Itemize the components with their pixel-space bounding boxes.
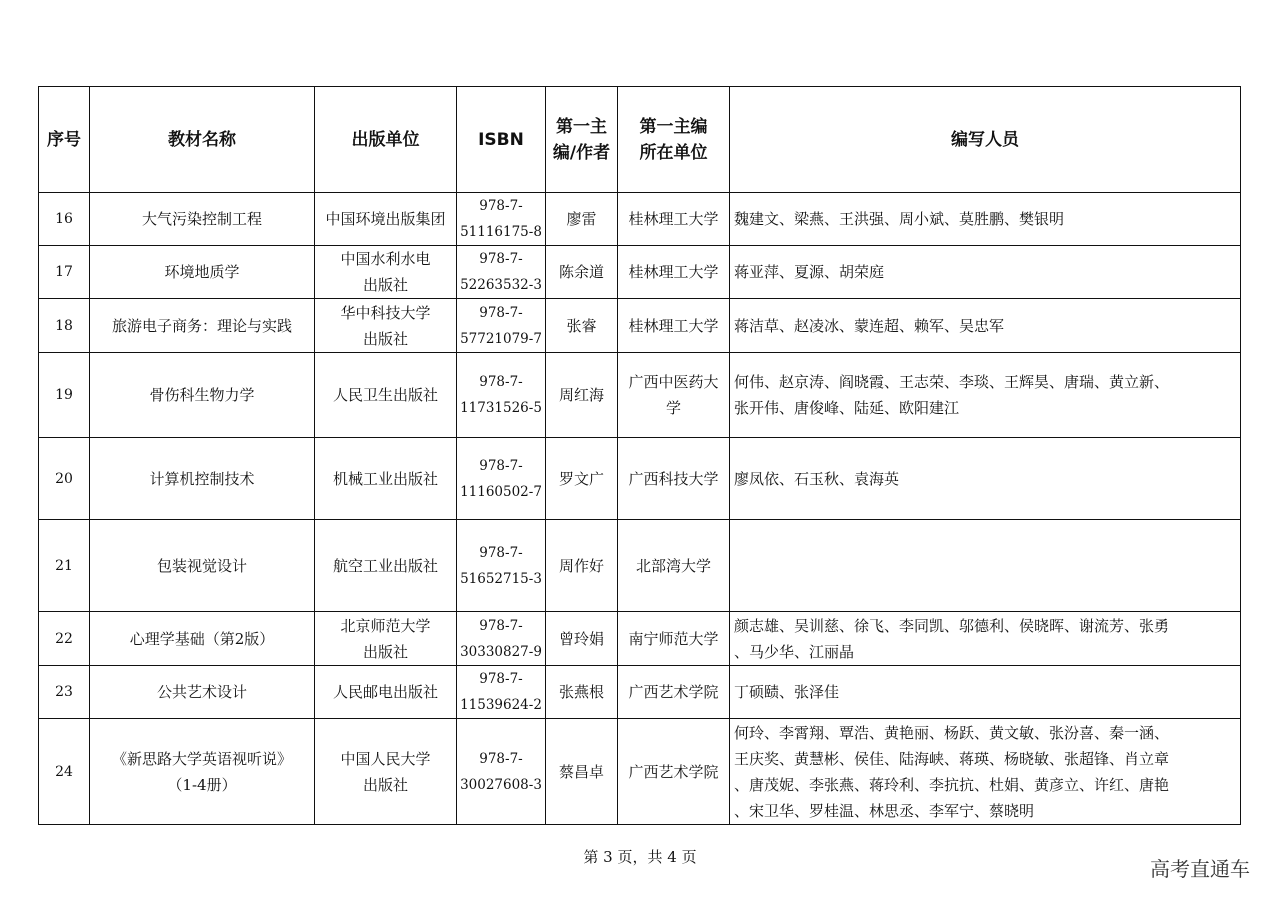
cell-publisher: [315, 719, 457, 825]
cell-authors: [730, 246, 1241, 299]
cell-publisher: [315, 612, 457, 666]
cell-authors: [730, 520, 1241, 612]
cell-unit: [618, 666, 730, 719]
cell-title-line: 大气污染控制工程: [141, 210, 262, 228]
cell-seq: 18: [39, 299, 90, 353]
cell-unit-line: 南宁师范大学: [628, 629, 719, 648]
table-row: [39, 353, 1241, 438]
cell-isbn-line: 978-7-: [479, 750, 523, 767]
cell-isbn-line: 52263532-3: [460, 277, 542, 293]
cell-authors: [730, 299, 1241, 353]
cell-title-line: 心理学基础（第2版）: [129, 629, 275, 648]
cell-isbn: [457, 666, 546, 719]
cell-publisher: [315, 520, 457, 612]
cell-isbn: [457, 612, 546, 666]
cell-publisher: [315, 666, 457, 719]
cell-title: [90, 299, 315, 353]
cell-editor: 张睿: [546, 299, 618, 353]
cell-publisher: [315, 246, 457, 299]
header-unit-line: 第一主编: [639, 116, 708, 137]
cell-authors-line: 蒋洁草、赵凌冰、蒙连超、赖军、吴忠军: [734, 316, 1005, 335]
cell-isbn: [457, 438, 546, 520]
cell-isbn: [457, 246, 546, 299]
cell-publisher-line: 出版社: [362, 276, 408, 294]
table-row: [39, 612, 1241, 666]
cell-isbn: [457, 520, 546, 612]
cell-title: [90, 193, 315, 246]
cell-publisher-line: 中国水利水电: [340, 250, 431, 268]
watermark: 高考直通车: [1150, 857, 1250, 881]
cell-publisher-line: 中国人民大学: [340, 749, 431, 768]
cell-isbn-line: 11160502-7: [460, 483, 542, 500]
cell-isbn-line: 978-7-: [479, 251, 523, 267]
cell-title: [90, 612, 315, 666]
cell-publisher: [315, 299, 457, 353]
cell-editor: 罗文广: [546, 438, 618, 520]
cell-authors-line: 王庆奖、黄慧彬、侯佳、陆海峡、蒋瑛、杨晓敏、张超锋、肖立章: [734, 749, 1170, 768]
cell-publisher-line: 出版社: [362, 775, 408, 794]
header-editor-line: 第一主: [556, 116, 607, 137]
header-isbn: ISBN: [457, 87, 546, 193]
cell-seq: 19: [39, 353, 90, 438]
cell-seq: 21: [39, 520, 90, 612]
cell-isbn-line: 57721079-7: [460, 330, 542, 347]
cell-authors: [730, 193, 1241, 246]
textbook-table: [38, 86, 1241, 825]
cell-isbn-line: 978-7-: [479, 671, 523, 687]
cell-publisher-line: 出版社: [362, 642, 408, 661]
cell-unit-line: 广西艺术学院: [628, 683, 719, 701]
cell-seq: 22: [39, 612, 90, 666]
cell-seq: 16: [39, 193, 90, 246]
cell-publisher-line: 人民邮电出版社: [332, 683, 438, 701]
cell-title: [90, 719, 315, 825]
header-publisher: 出版单位: [315, 87, 457, 193]
cell-title-line: 骨伤科生物力学: [149, 386, 255, 404]
cell-authors-line: 、马少华、江丽晶: [734, 642, 855, 661]
cell-isbn: [457, 193, 546, 246]
cell-authors: [730, 719, 1241, 825]
cell-unit-line: 广西艺术学院: [628, 762, 719, 781]
header-row: [39, 87, 1241, 193]
header-seq: 序号: [39, 87, 90, 193]
cell-authors: [730, 666, 1241, 719]
cell-publisher: [315, 438, 457, 520]
cell-title-line: 包装视觉设计: [156, 556, 247, 575]
cell-seq: 24: [39, 719, 90, 825]
cell-authors: [730, 353, 1241, 438]
cell-unit: [618, 299, 730, 353]
cell-isbn: [457, 719, 546, 825]
cell-authors-line: 丁硕赜、张泽佳: [734, 683, 840, 701]
cell-publisher: [315, 353, 457, 438]
table-row: [39, 299, 1241, 353]
cell-seq: 20: [39, 438, 90, 520]
cell-authors: [730, 438, 1241, 520]
cell-isbn-line: 978-7-: [479, 617, 523, 634]
cell-authors-line: 蒋亚萍、夏源、胡荣庭: [734, 263, 885, 281]
cell-authors-line: 何玲、李霄翔、覃浩、黄艳丽、杨跃、黄文敏、张汾喜、秦一涵、: [734, 723, 1170, 742]
cell-editor: 张燕根: [546, 666, 618, 719]
header-authors: 编写人员: [730, 87, 1241, 193]
cell-authors-line: 廖凤依、石玉秋、袁海英: [734, 469, 900, 488]
cell-publisher-line: 北京师范大学: [340, 616, 431, 635]
cell-isbn-line: 978-7-: [479, 457, 523, 474]
cell-authors-line: 魏建文、梁燕、王洪强、周小斌、莫胜鹏、樊银明: [734, 210, 1065, 228]
cell-isbn: [457, 299, 546, 353]
cell-authors-line: 何伟、赵京涛、阎晓霞、王志荣、李琰、王辉昊、唐瑞、黄立新、: [734, 373, 1170, 391]
cell-isbn-line: 978-7-: [479, 544, 523, 561]
cell-title-line: 《新思路大学英语视听说》: [111, 749, 292, 768]
cell-authors-line: 、宋卫华、罗桂温、林思丞、李军宁、蔡晓明: [734, 801, 1035, 820]
cell-isbn-line: 11539624-2: [460, 697, 542, 713]
cell-editor: 廖雷: [546, 193, 618, 246]
cell-editor: 曾玲娟: [546, 612, 618, 666]
cell-title-line: 计算机控制技术: [149, 469, 255, 488]
cell-title: [90, 520, 315, 612]
cell-isbn: [457, 353, 546, 438]
cell-publisher: [315, 193, 457, 246]
table-row: [39, 719, 1241, 825]
cell-unit: [618, 719, 730, 825]
cell-title: [90, 666, 315, 719]
cell-editor: 周作好: [546, 520, 618, 612]
cell-isbn-line: 11731526-5: [460, 400, 542, 416]
table-row: [39, 438, 1241, 520]
cell-title: [90, 438, 315, 520]
cell-unit-line: 北部湾大学: [635, 556, 711, 575]
cell-unit-line: 广西中医药大: [628, 373, 719, 391]
cell-title: [90, 246, 315, 299]
cell-publisher-line: 人民卫生出版社: [332, 386, 438, 404]
cell-authors-line: 颜志雄、吴训慈、徐飞、李同凯、邬德利、侯晓晖、谢流芳、张勇: [734, 616, 1170, 635]
cell-unit: [618, 612, 730, 666]
cell-isbn-line: 30330827-9: [460, 643, 542, 660]
cell-publisher-line: 机械工业出版社: [332, 469, 438, 488]
cell-unit: [618, 520, 730, 612]
header-unit-line: 所在单位: [639, 142, 708, 163]
cell-authors-line: 、唐茂妮、李张燕、蒋玲利、李抗抗、杜娟、黄彦立、许红、唐艳: [734, 775, 1170, 794]
table-row: [39, 193, 1241, 246]
cell-title-line: 环境地质学: [164, 263, 240, 281]
cell-isbn-line: 51652715-3: [460, 570, 542, 587]
cell-title-line: （1-4册）: [167, 775, 237, 794]
cell-title: [90, 353, 315, 438]
cell-unit: [618, 246, 730, 299]
table-row: [39, 666, 1241, 719]
cell-isbn-line: 978-7-: [479, 198, 523, 214]
cell-unit: [618, 193, 730, 246]
cell-isbn-line: 51116175-8: [460, 224, 542, 240]
cell-title-line: 公共艺术设计: [156, 683, 247, 701]
cell-isbn-line: 30027608-3: [460, 776, 542, 793]
cell-isbn-line: 978-7-: [479, 374, 523, 390]
cell-unit: [618, 353, 730, 438]
cell-editor: 陈余道: [546, 246, 618, 299]
cell-unit-line: 桂林理工大学: [628, 316, 719, 335]
cell-unit-line: 学: [665, 399, 681, 417]
cell-unit: [618, 438, 730, 520]
cell-isbn-line: 978-7-: [479, 304, 523, 321]
table-row: [39, 520, 1241, 612]
cell-unit-line: 广西科技大学: [628, 469, 719, 488]
cell-publisher-line: 中国环境出版集团: [325, 210, 446, 228]
cell-publisher-line: 航空工业出版社: [332, 556, 438, 575]
cell-publisher-line: 华中科技大学: [340, 303, 431, 322]
page-number: 第 3 页，共 4 页: [583, 848, 697, 866]
header-title: 教材名称: [90, 87, 315, 193]
cell-editor: 周红海: [546, 353, 618, 438]
cell-title-line: 旅游电子商务：理论与实践: [111, 316, 292, 335]
table-row: [39, 246, 1241, 299]
cell-authors-line: 张开伟、唐俊峰、陆延、欧阳建江: [734, 399, 960, 417]
cell-unit-line: 桂林理工大学: [628, 210, 719, 228]
header-editor-line: 编/作者: [552, 142, 611, 163]
cell-editor: 蔡昌卓: [546, 719, 618, 825]
cell-seq: 17: [39, 246, 90, 299]
cell-seq: 23: [39, 666, 90, 719]
header-unit: [618, 87, 730, 193]
cell-publisher-line: 出版社: [362, 329, 408, 348]
cell-unit-line: 桂林理工大学: [628, 263, 719, 281]
cell-authors: [730, 612, 1241, 666]
header-editor: [546, 87, 618, 193]
